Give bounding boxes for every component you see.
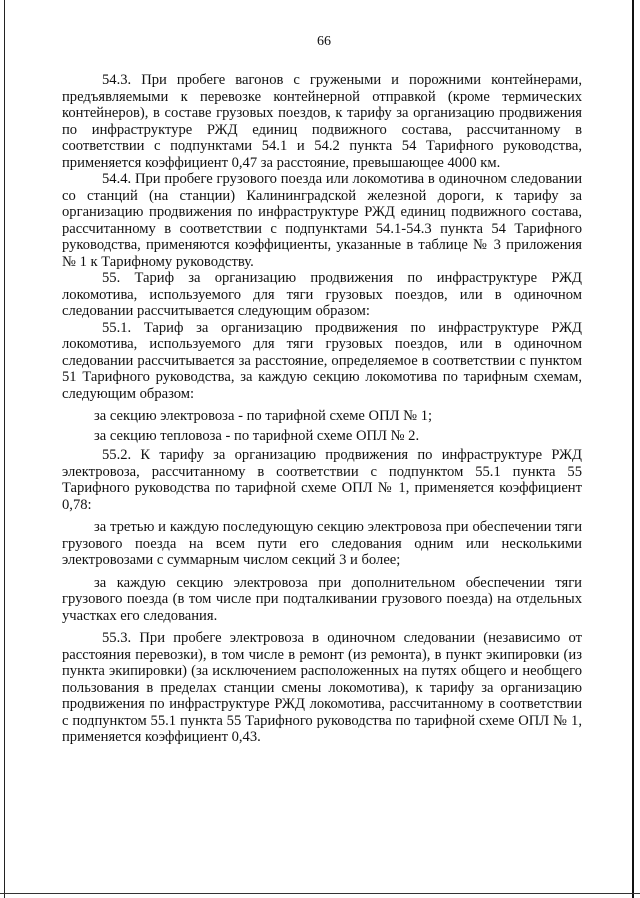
- list-item-each-section: за каждую секцию электровоза при дополнительном обеспечении тяги грузового поезда (в том числе при подталкивании грузового поезда) на отдельных участках его следования.: [62, 574, 582, 624]
- page-number: 66: [317, 34, 331, 49]
- list-item-diesel-section: за секцию тепловоза - по тарифной схеме ОПЛ № 2.: [94, 427, 420, 444]
- paragraph-55-3: 55.3. При пробеге электровоза в одиночном следовании (независимо от расстояния перевозки), в том числе в ремонт (из ремонта), в пункт экипировки (из пункта экипировки) (за исключением расположенных на путях общего и необщего пользования в пределах станции смены локомотива), к тарифу за организацию продвижения по инфраструктуре РЖД локомотива, рассчитанному в соответствии с подпунктом 55.1 пункта 55 Тарифного руководства по тарифной схеме ОПЛ № 1, применяется коэффициент 0,43.: [62, 630, 582, 745]
- paragraph-54-3: 54.3. При пробеге вагонов с гружеными и порожними контейнерами, предъявляемыми к перевозке контейнерной отправкой (кроме термических контейнеров), в составе грузовых поездов, к тарифу за организацию продвижения по инфраструктуре РЖД единиц подвижного состава, рассчитанному в соответствии с подпунктами 54.1 и 54.2 пункта 54 Тарифного руководства, применяется коэффициент 0,47 за расстояние, превышающее 4000 км.: [62, 72, 582, 171]
- paragraph-55-2: 55.2. К тарифу за организацию продвижения по инфраструктуре РЖД электровоза, рассчитанному в соответствии с подпунктом 55.1 пункта 55 Тарифного руководства по тарифной схеме ОПЛ № 1, применяется коэффициент 0,78:: [62, 447, 582, 513]
- scan-edge-right: [632, 0, 634, 898]
- scan-edge-bottom: [0, 893, 640, 894]
- list-item-third-section: за третью и каждую последующую секцию электровоза при обеспечении тяги грузового поезда на всем пути его следования одним или несколькими электровозами с суммарным числом секций 3 и более;: [62, 519, 582, 568]
- paragraph-55-1: 55.1. Тариф за организацию продвижения по инфраструктуре РЖД локомотива, используемого для тяги грузовых поездов, или в одиночном следовании рассчитывается за расстояние, определяемое в соответствии с пунктом 51 Тарифного руководства, за каждую секцию локомотива по тарифным схемам, следующим образом:: [62, 319, 582, 402]
- paragraph-55: 55. Тариф за организацию продвижения по инфраструктуре РЖД локомотива, используемого для тяги грузовых поездов, или в одиночном следовании рассчитывается следующим образом:: [62, 270, 582, 319]
- scan-edge-left: [4, 0, 5, 898]
- list-item-electric-section: за секцию электровоза - по тарифной схеме ОПЛ № 1;: [94, 408, 433, 424]
- paragraph-54-4: 54.4. При пробеге грузового поезда или локомотива в одиночном следовании со станций (на станции) Калининградской железной дороги, к тарифу за организацию продвижения по инфраструктуре РЖД единиц подвижного состава, рассчитанному в соответствии с подпунктами 54.1-54.3 пункта 54 Тарифного руководства, применяются коэффициенты, указанные в таблице № 3 приложения № 1 к Тарифному руководству.: [62, 171, 582, 270]
